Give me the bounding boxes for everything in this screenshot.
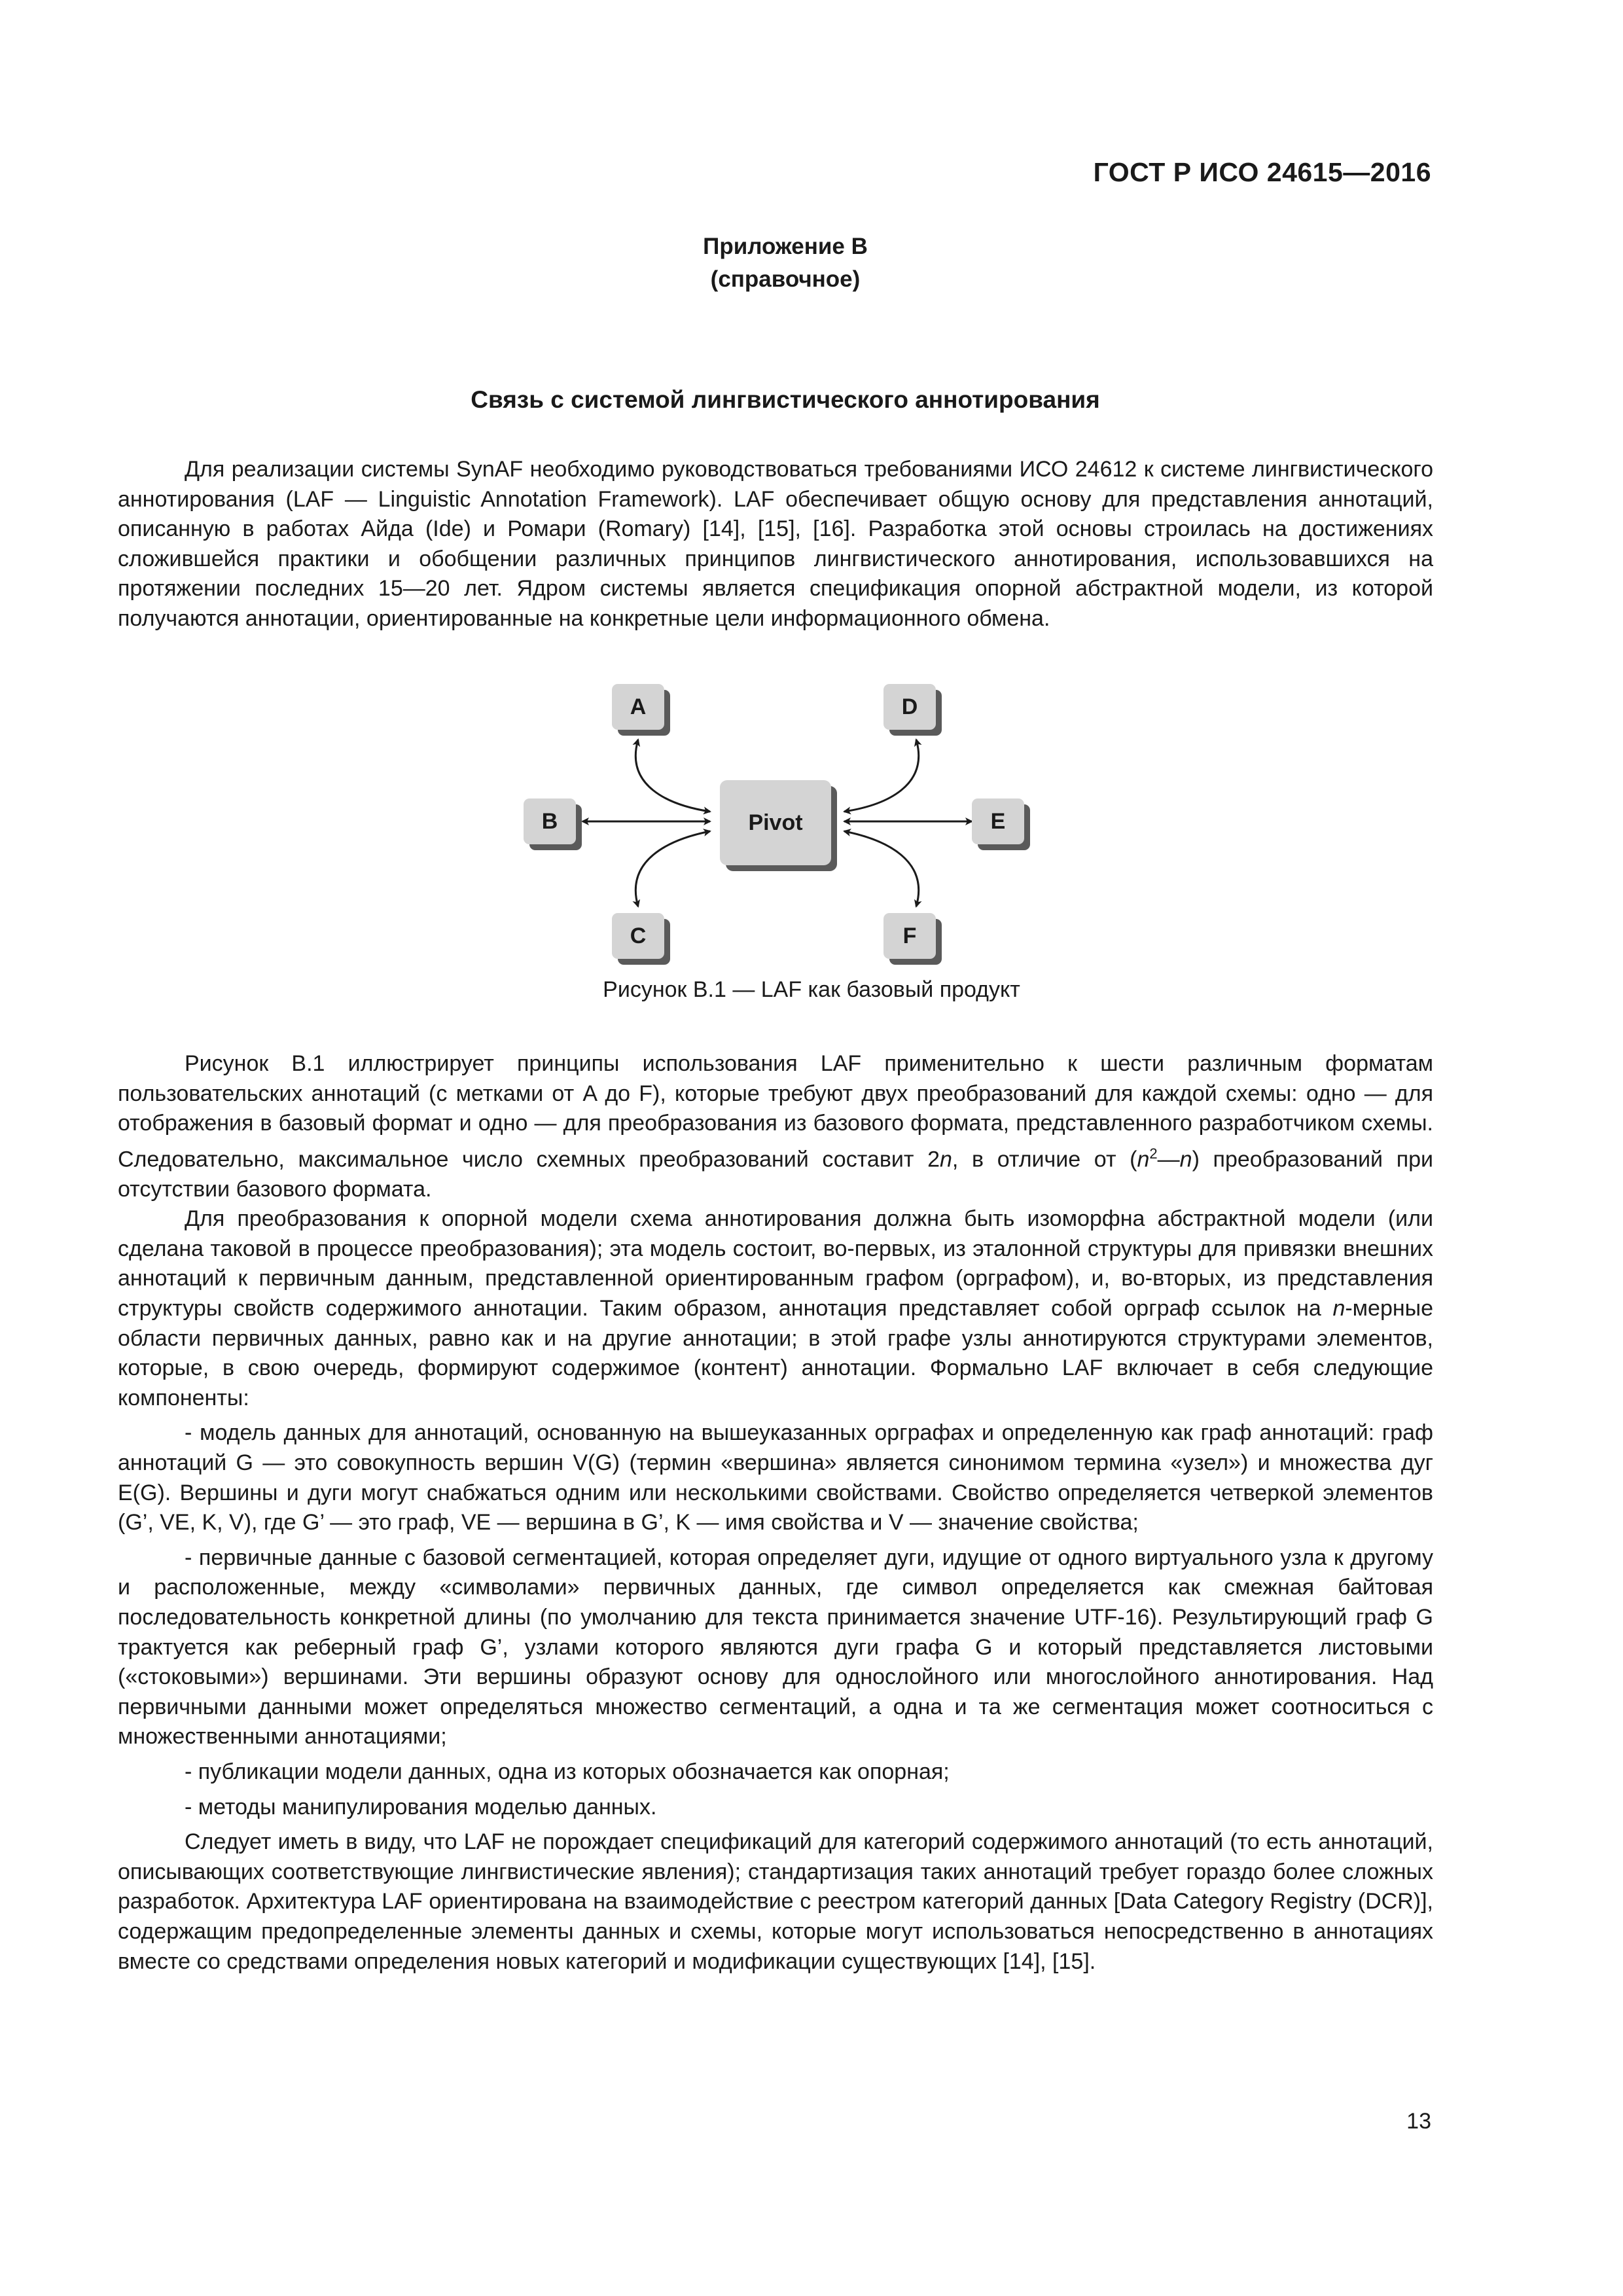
- annex-heading: [0, 230, 1571, 296]
- p1-text-b: , в отличие от (: [952, 1147, 1137, 1172]
- p1-text-d: ) преобразований при отсутствии базового формата.: [118, 1147, 1434, 1202]
- annex-subtitle: (справочное): [710, 266, 861, 292]
- p1-superscript: 2: [1149, 1145, 1158, 1162]
- list-item-3: - публикации модели данных, одна из которых обозначается как опорная;: [185, 1759, 950, 1784]
- node-c: C: [612, 913, 664, 959]
- node-f: F: [883, 913, 936, 959]
- p1-text-a: Рисунок В.1 иллюстрирует принципы использования LAF применительно к шести различным форматам пользовательских аннотаций (с метками от A до F), которые требуют двух преобразований для каждой схемы: одно — для отображения в базовый формат и одно — для преобразования из базового формата, представленного разработчиком схемы. Следовательно, максимальное число схемных преобразований составит 2: [118, 1051, 1433, 1172]
- p2-text-b: -мерные области первичных данных, равно как и на другие аннотации; в этой графе узлы аннотируются структурами элементов, которые, в свою очередь, формируют содержимое (контент) аннотации. Формально LAF включает в себя следующие компоненты:: [118, 1296, 1433, 1410]
- p2-text-a: Для преобразования к опорной модели схема аннотирования должна быть изоморфна абстрактной модели (или сделана таковой в процессе преобразования); эта модель состоит, во-первых, из эталонной структуры для привязки внешних аннотаций к первичным данным, представленной ориентированным графом (орграфом), и, во-вторых, из представления структуры свойств содержимого аннотации. Таким образом, аннотация представляет собой орграф ссылок на: [118, 1206, 1433, 1321]
- p1-dash: —: [1157, 1147, 1180, 1172]
- node-b: B: [524, 798, 576, 844]
- intro-text: [118, 455, 1433, 634]
- page-number: 13: [1406, 2109, 1431, 2134]
- p1-var-n: n: [940, 1147, 952, 1172]
- arrow-c-pivot: [635, 831, 710, 906]
- p2-var-n: n: [1332, 1296, 1346, 1321]
- p1-var-n2: n: [1137, 1147, 1150, 1172]
- document-header: ГОСТ Р ИСО 24615—2016: [1093, 157, 1431, 187]
- arrow-a-pivot: [635, 740, 710, 812]
- p1-var-n3: n: [1179, 1147, 1192, 1172]
- node-a: A: [612, 684, 664, 730]
- list-item-2: - первичные данные с базовой сегментацией, которая определяет дуги, идущие от одного виртуального узла к другому и расположенные, между «символами» первичных данных, где символ определяется как смежная байтовая последовательность конкретной длины (по умолчанию для текста принимается значение UTF-16). Результирующий граф G трактуется как реберный граф G’, узлами которого являются дуги графа G и который представляется листовыми («стоковыми») вершинами. Эти вершины образуют основу для однослойного или многослойного аннотирования. Над первичными данными может определяться множество сегментаций, а одна и та же сегментация может соотноситься с множественными аннотациями;: [118, 1545, 1433, 1749]
- list-item-1: - модель данных для аннотаций, основанную на вышеуказанных орграфах и определенную как граф аннотаций: граф аннотаций G — это совокупность вершин V(G) (термин «вершина» является синонимом термина «узел») и множества дуг E(G). Вершины и дуги могут снабжаться одним или несколькими свойствами. Свойство определяется четверкой элементов (G’, VE, K, V), где G’ — это граф, VE — вершина в G’, K — имя свойства и V — значение свойства;: [118, 1420, 1433, 1535]
- paragraph-1: [118, 1049, 1433, 1204]
- annex-title: Приложение В: [703, 234, 868, 259]
- node-d: D: [883, 684, 936, 730]
- figure-caption: Рисунок В.1 — LAF как базовый продукт: [603, 977, 1020, 1002]
- laf-pivot-diagram: [510, 671, 1034, 972]
- node-e: E: [972, 798, 1024, 844]
- body-text: [118, 1049, 1433, 1977]
- paragraph-3: Следует иметь в виду, что LAF не порождает спецификаций для категорий содержимого аннотаций (то есть аннотаций, описывающих соответствующие лингвистические явления); стандартизация таких аннотаций требует гораздо более сложных разработок. Архитектура LAF ориентирована на взаимодействие с реестром категорий данных [Data Category Registry (DCR)], содержащим предопределенные элементы данных и схемы, которые могут использоваться непосредственно в аннотациях вместе со средствами определения новых категорий и модификации существующих [14], [15].: [118, 1829, 1433, 1974]
- paragraph-2: [118, 1204, 1433, 1413]
- node-pivot: Pivot: [720, 780, 831, 865]
- intro-paragraph: Для реализации системы SynAF необходимо руководствоваться требованиями ИСО 24612 к системе лингвистического аннотирования (LAF — Linguistic Annotation Framework). LAF обеспечивает общую основу для представления аннотаций, описанную в работах Айда (Ide) и Ромари (Romary) [14], [15], [16]. Разработка этой основы строилась на достижениях сложившейся практики и обобщении различных принципов лингвистического аннотирования, использовавшихся на протяжении последних 15—20 лет. Ядром системы является спецификация опорной абстрактной модели, из которой получаются аннотации, ориентированные на конкретные цели информационного обмена.: [118, 457, 1433, 631]
- arrow-pivot-f: [844, 831, 919, 906]
- arrow-pivot-d: [844, 740, 919, 812]
- section-title: Связь с системой лингвистического аннотирования: [471, 386, 1100, 413]
- list-item-4: - методы манипулирования моделью данных.: [185, 1794, 657, 1820]
